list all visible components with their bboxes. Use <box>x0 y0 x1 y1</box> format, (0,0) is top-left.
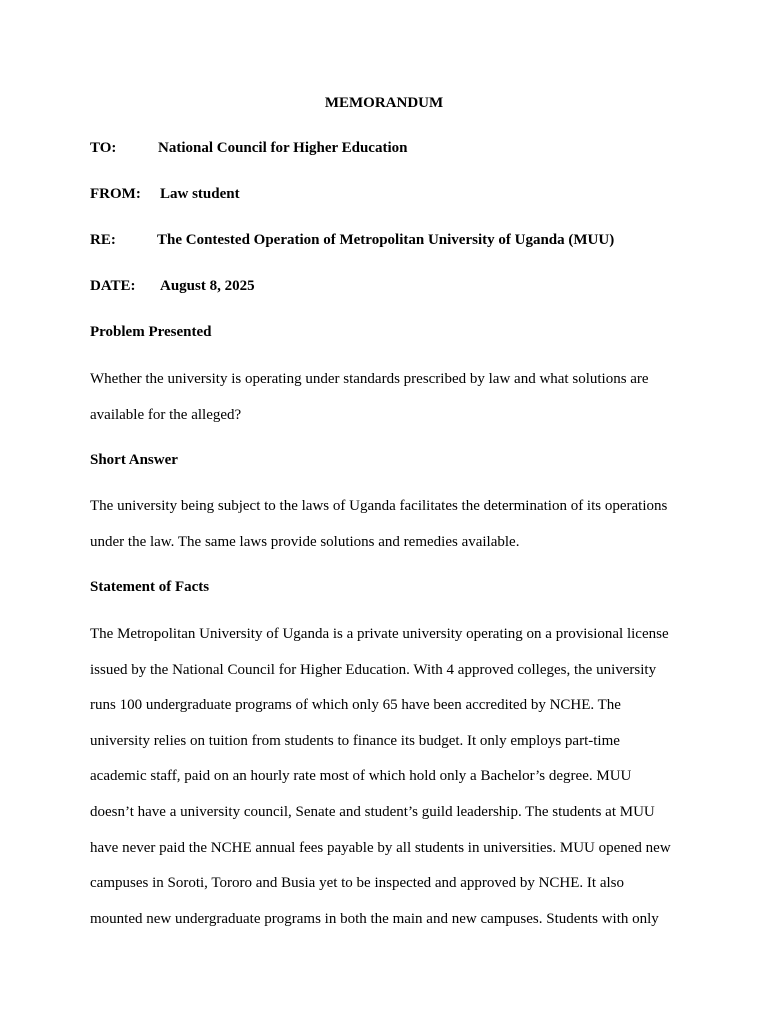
paragraph-line: academic staff, paid on an hourly rate most of which hold only a Bachelor’s degree. MUU <box>90 768 632 785</box>
memo-date-row <box>90 276 255 296</box>
memo-re-row <box>90 230 615 250</box>
to-label: TO: <box>90 140 117 156</box>
paragraph-line: available for the alleged? <box>90 406 242 423</box>
statement-of-facts-heading: Statement of Facts <box>90 579 210 595</box>
from-value: Law student <box>160 186 240 202</box>
statement-of-facts-paragraph <box>90 624 690 944</box>
paragraph-line: Whether the university is operating under standards prescribed by law and what solutions are <box>90 371 649 387</box>
from-label: FROM: <box>90 186 141 202</box>
paragraph-line: doesn’t have a university council, Senate and student’s guild leadership. The students at MUU <box>90 803 655 820</box>
memo-title: MEMORANDUM <box>324 95 444 111</box>
problem-presented-heading: Problem Presented <box>90 324 212 340</box>
paragraph-line: campuses in Soroti, Tororo and Busia yet to be inspected and approved by NCHE. It also <box>90 875 624 892</box>
memo-to-row <box>90 138 408 158</box>
re-label: RE: <box>90 232 116 248</box>
problem-presented-paragraph <box>90 369 690 440</box>
paragraph-line: The university being subject to the laws of Uganda facilitates the determination of its operations <box>90 498 668 514</box>
short-answer-heading: Short Answer <box>90 452 178 468</box>
re-value: The Contested Operation of Metropolitan University of Uganda (MUU) <box>157 232 615 248</box>
paragraph-line: mounted new undergraduate programs in both the main and new campuses. Students with only <box>90 910 659 927</box>
memo-from-row <box>90 184 240 204</box>
paragraph-line: have never paid the NCHE annual fees payable by all students in universities. MUU opened new <box>90 839 671 856</box>
short-answer-paragraph <box>90 496 690 567</box>
date-label: DATE: <box>90 278 136 294</box>
paragraph-line: runs 100 undergraduate programs of which only 65 have been accredited by NCHE. The <box>90 697 621 714</box>
paragraph-line: issued by the National Council for Higher Education. With 4 approved colleges, the university <box>90 661 657 678</box>
paragraph-line: university relies on tuition from students to finance its budget. It only employs part-time <box>90 732 620 749</box>
date-value: August 8, 2025 <box>160 278 255 294</box>
paragraph-line: under the law. The same laws provide solutions and remedies available. <box>90 533 520 550</box>
to-value: National Council for Higher Education <box>158 140 408 156</box>
paragraph-line: The Metropolitan University of Uganda is a private university operating on a provisional license <box>90 626 669 642</box>
